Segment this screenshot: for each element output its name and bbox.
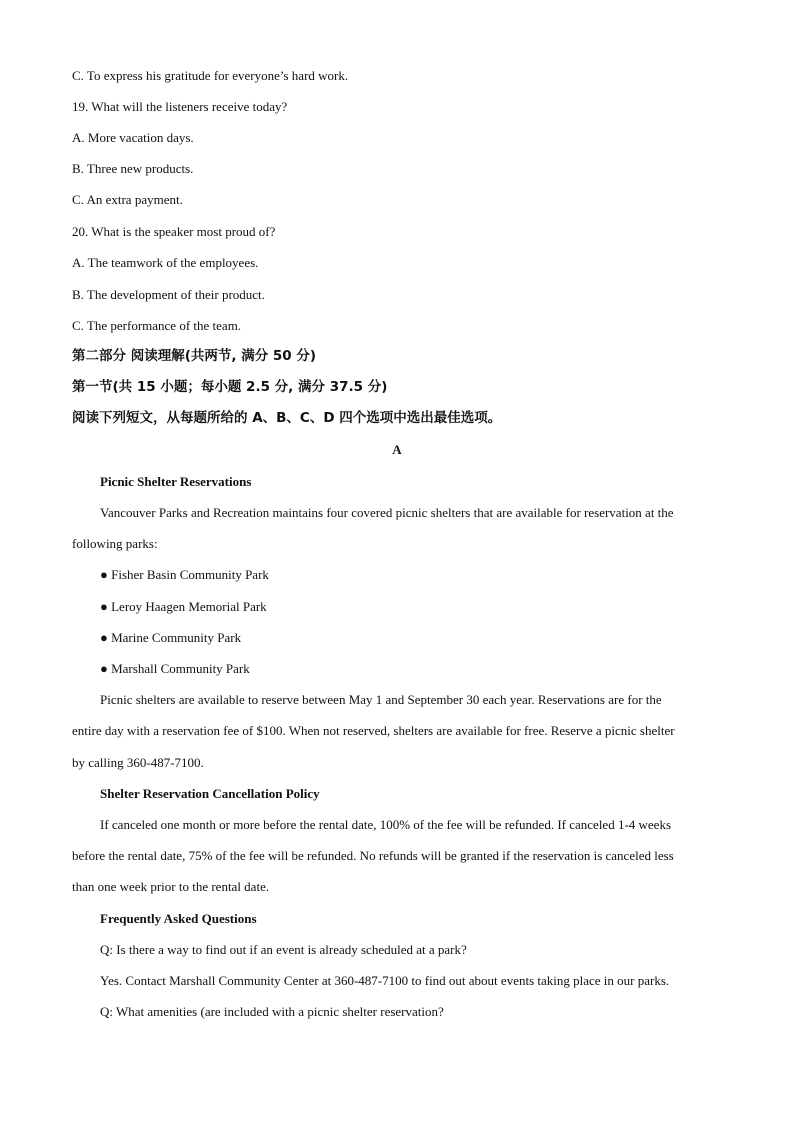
section-instruction: 阅读下列短文，从每题所给的 A、B、C、D 四个选项中选出最佳选项。: [72, 410, 502, 426]
q20-option-a: A. The teamwork of the employees.: [72, 255, 259, 270]
faq-title: Frequently Asked Questions: [100, 911, 257, 926]
q19-option-c: C. An extra payment.: [72, 192, 183, 207]
q19-option-a: A. More vacation days.: [72, 130, 194, 145]
passage-title: Picnic Shelter Reservations: [100, 474, 252, 489]
q19-question: 19. What will the listeners receive today?: [72, 99, 288, 114]
reservation-line-2: entire day with a reservation fee of $100. When not reserved, shelters are available for free. Reserve a picnic shelter: [72, 723, 675, 738]
section-heading: 第二部分 阅读理解(共两节, 满分 50 分): [72, 348, 317, 364]
park-list-item: ● Marshall Community Park: [100, 661, 250, 676]
q18-option-c: C. To express his gratitude for everyone’s hard work.: [72, 68, 349, 83]
cancellation-line-1: If canceled one month or more before the rental date, 100% of the fee will be refunded. If canceled 1-4 weeks: [100, 817, 672, 832]
cancellation-line-2: before the rental date, 75% of the fee will be refunded. No refunds will be granted if the reservation is canceled less: [72, 848, 674, 863]
q20-question: 20. What is the speaker most proud of?: [72, 224, 276, 239]
cancellation-title: Shelter Reservation Cancellation Policy: [100, 786, 320, 801]
intro-line-2: following parks:: [72, 536, 158, 551]
passage-label: A: [392, 442, 402, 457]
reservation-line-3: by calling 360-487-7100.: [72, 755, 204, 770]
q20-option-b: B. The development of their product.: [72, 287, 265, 302]
section-subheading: 第一节(共 15 小题；每小题 2.5 分, 满分 37.5 分): [72, 379, 388, 395]
faq-question-2: Q: What amenities (are included with a picnic shelter reservation?: [100, 1004, 444, 1019]
park-list-item: ● Marine Community Park: [100, 630, 242, 645]
intro-line-1: Vancouver Parks and Recreation maintains four covered picnic shelters that are available for reservation at the: [100, 505, 674, 520]
faq-answer-1: Yes. Contact Marshall Community Center at 360-487-7100 to find out about events taking place in our parks.: [100, 973, 670, 988]
park-list-item: ● Leroy Haagen Memorial Park: [100, 599, 267, 614]
cancellation-line-3: than one week prior to the rental date.: [72, 879, 270, 894]
faq-question-1: Q: Is there a way to find out if an event is already scheduled at a park?: [100, 942, 467, 957]
q19-option-b: B. Three new products.: [72, 161, 194, 176]
park-list-item: ● Fisher Basin Community Park: [100, 567, 269, 582]
reservation-line-1: Picnic shelters are available to reserve between May 1 and September 30 each year. Reservations are for the: [100, 692, 662, 707]
q20-option-c: C. The performance of the team.: [72, 318, 242, 333]
